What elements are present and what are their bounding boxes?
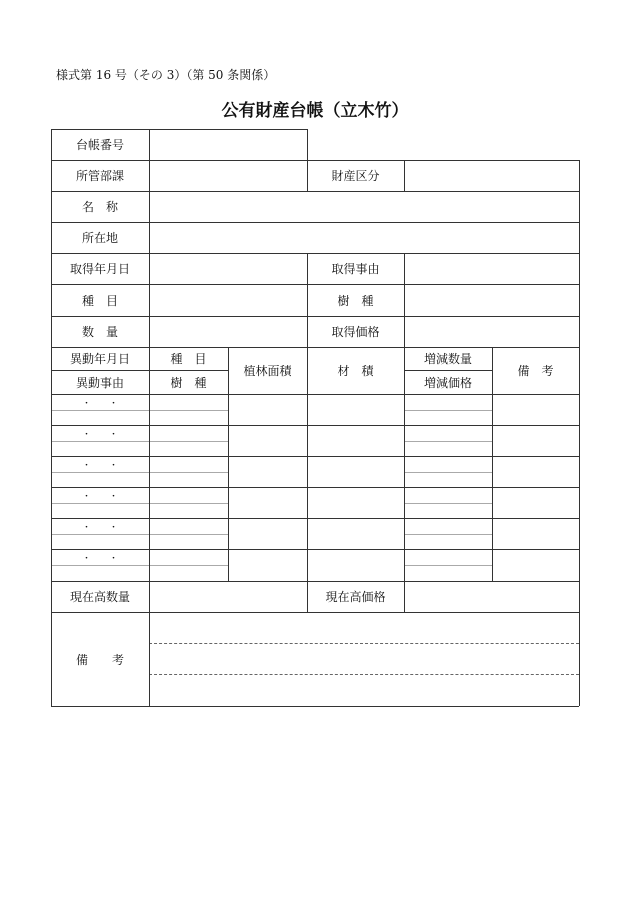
label-remarks: 備 考 [75, 652, 124, 667]
ledger-form [51, 129, 579, 706]
remarks-line-3[interactable] [149, 674, 579, 706]
acquisition-price-field[interactable] [404, 316, 579, 347]
label-tree-species: 樹 種 [337, 293, 374, 308]
header-remarks: 備 考 [517, 364, 554, 378]
name-field[interactable] [149, 191, 579, 222]
label-current-price: 現在高価格 [325, 590, 386, 604]
header-inc-dec-quantity: 増減数量 [423, 352, 472, 366]
remarks-line-1[interactable] [149, 612, 579, 643]
label-location: 所在地 [81, 231, 118, 245]
change-row-4-date[interactable]: ・ ・ [81, 492, 118, 502]
form-number: 様式第 16 号（その 3）（第 50 条関係） [56, 68, 276, 82]
label-ledger-number: 台帳番号 [75, 138, 124, 152]
quantity-field[interactable] [149, 316, 307, 347]
acquired-date-field[interactable] [149, 253, 307, 284]
header-change-reason: 異動事由 [75, 375, 124, 390]
current-price-field[interactable] [404, 581, 579, 612]
header-inc-dec-price: 増減価格 [423, 375, 472, 390]
change-row-3-date[interactable]: ・ ・ [81, 461, 118, 471]
header-timber-volume: 材 積 [337, 364, 374, 378]
change-row-5-date[interactable]: ・ ・ [81, 523, 118, 533]
location-field[interactable] [149, 222, 579, 253]
header-planted-area: 植林面積 [243, 364, 292, 378]
property-class-field[interactable] [404, 160, 579, 191]
department-field[interactable] [149, 160, 307, 191]
label-department: 所管部課 [75, 169, 124, 183]
ledger-number-field[interactable] [149, 129, 307, 160]
tree-species-field[interactable] [404, 284, 579, 316]
label-current-quantity: 現在高数量 [69, 590, 130, 604]
type-field[interactable] [149, 284, 307, 316]
header-change-date: 異動年月日 [69, 352, 130, 366]
label-type: 種 目 [81, 293, 118, 308]
current-quantity-field[interactable] [149, 581, 307, 612]
label-acquisition-reason: 取得事由 [331, 262, 380, 276]
header-species: 樹 種 [170, 375, 207, 390]
remarks-line-2[interactable] [149, 643, 579, 674]
change-row-1-date[interactable]: ・ ・ [81, 399, 118, 409]
label-acquisition-price: 取得価格 [331, 325, 380, 339]
label-acquired-date: 取得年月日 [69, 262, 130, 276]
acquisition-reason-field[interactable] [404, 253, 579, 284]
change-row-6-date[interactable]: ・ ・ [81, 554, 118, 564]
label-property-class: 財産区分 [331, 169, 380, 183]
label-quantity: 数 量 [81, 325, 118, 339]
label-name: 名 称 [81, 200, 118, 214]
header-type: 種 目 [170, 352, 207, 366]
page-title: 公有財産台帳（立木竹） [221, 101, 409, 121]
change-row-2-date[interactable]: ・ ・ [81, 430, 118, 440]
